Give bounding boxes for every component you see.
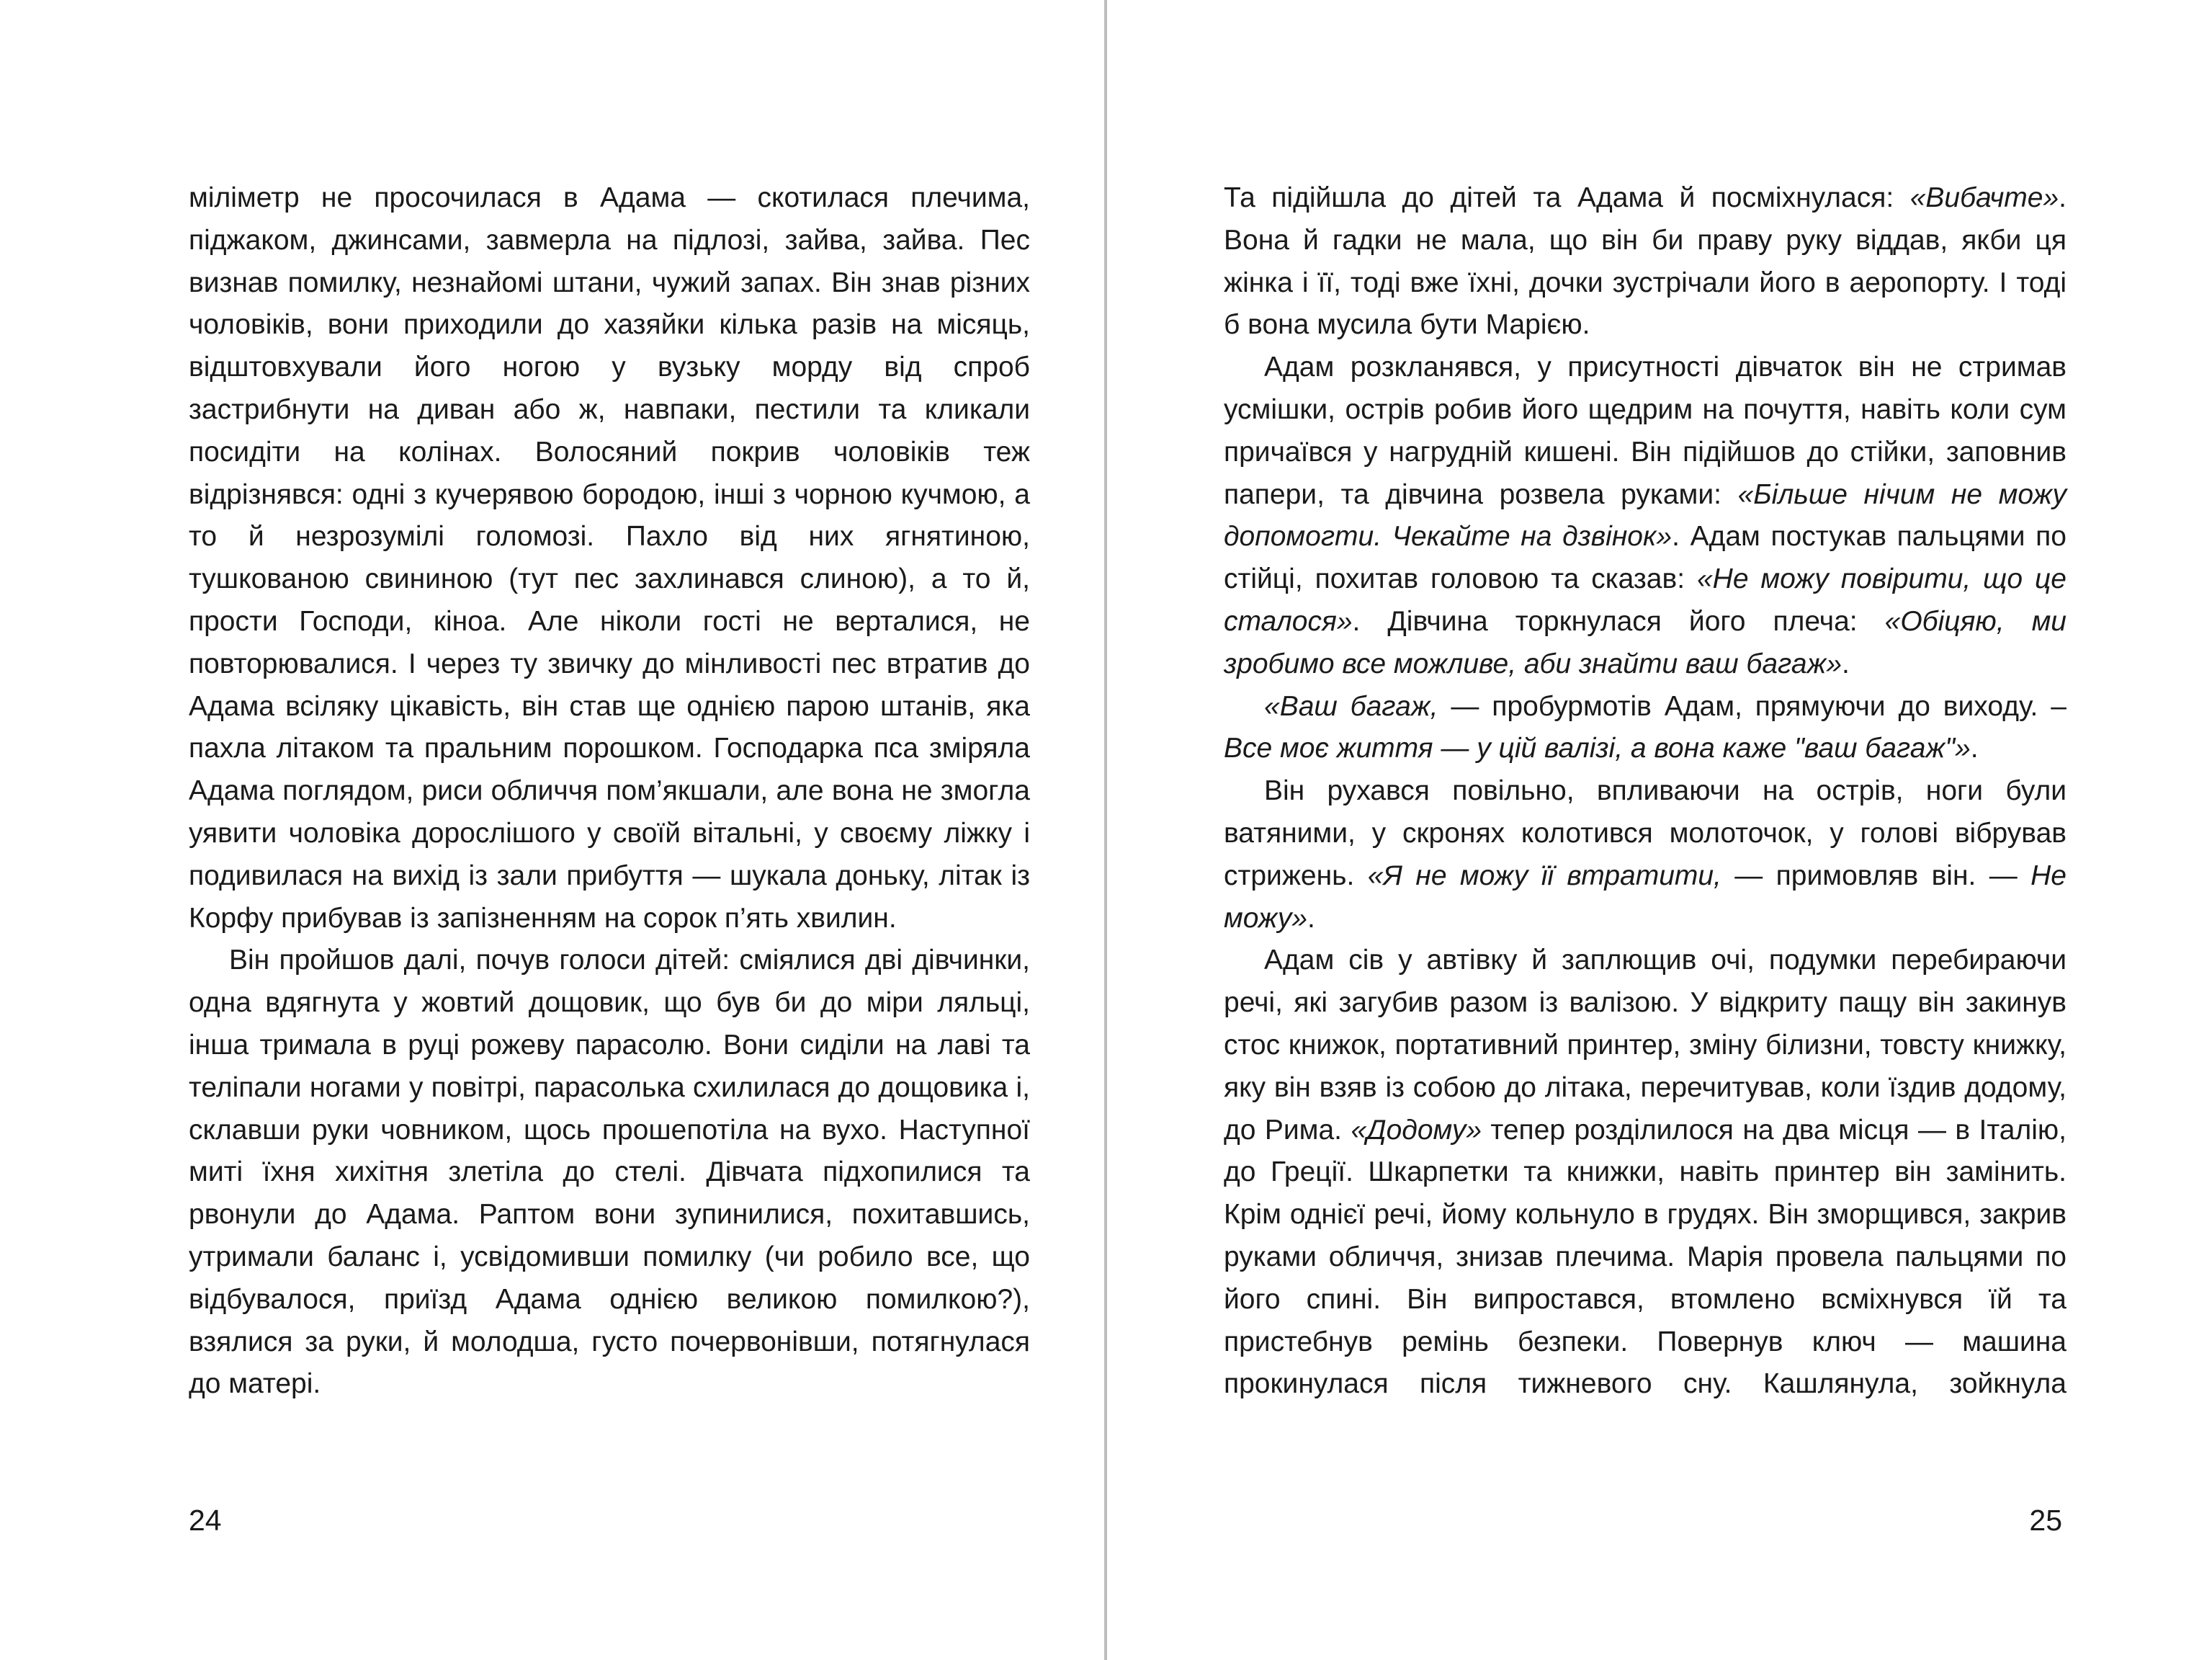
- paragraph: [1224, 177, 2067, 347]
- text-run: Та підійшла до дітей та Адама й посміхнулася:: [1224, 182, 1910, 213]
- italic-run: «Обіцяю, ми зробимо все можливе, аби знайти ваш багаж»: [1224, 605, 2067, 679]
- text-run: Адам розкланявся, у присутності дівчаток він не стримав усмішки, острів робив його щедрим на почуття, навіть коли сум причаївся у нагрудній кишені. Він підійшов до стійки, заповнив папери, та дівчина розвела руками:: [1224, 352, 2067, 510]
- italic-run: «Ваш багаж,: [1264, 690, 1438, 722]
- paragraph: [1224, 770, 2067, 940]
- right-page: [1106, 0, 2212, 1660]
- text-run: .: [1842, 648, 1850, 679]
- italic-run: Все моє життя — у цій валізі, а вона каже "ваш багаж"»: [1224, 733, 1971, 764]
- left-page-body: [189, 177, 1030, 1406]
- paragraph: міліметр не просочилася в Адама — скотилася плечима, піджаком, джинсами, завмерла на підлозі, зайва, зайва. Пес визнав помилку, незнайомі штани, чужий запах. Він знав різних чоловіків, вони приходили до хазяйки кілька разів на місяць, відштовхували його ногою у вузьку морду від спроб застрибнути на диван або ж, навпаки, пестили та кликали посидіти на колінах. Волосяний покрив чоловіків теж відрізнявся: одні з кучерявою бородою, інші з чорною кучмою, а то й незрозумілі голомозі. Пахло від них ягнятиною, тушкованою свининою (тут пес захлинався слиною), а то й, прости Господи, кіноа. Але ніколи гості не верталися, не повторювалися. І через ту звичку до мінливості пес втратив до Адама всіляку цікавість, він став ще однією парою штанів, яка пахла літаком та пральним порошком. Господарка пса зміряла Адама поглядом, риси обличчя пом’якшали, але вона не змогла уявити чоловіка дорослішого у своїй вітальні, у своєму ліжку і подивилася на вихід із зали прибуття — шукала доньку, літак із Корфу прибував із запізненням на сорок п’ять хвилин.: [189, 182, 1030, 934]
- italic-run: Не можу»: [1224, 860, 2067, 934]
- paragraph: [1224, 686, 2067, 771]
- text-run: .: [1307, 902, 1315, 934]
- right-page-body: [1224, 177, 2067, 1406]
- paragraph: Він пройшов далі, почув голоси дітей: сміялися дві дівчинки, одна вдягнута у жовтий дощовик, що був би до міри ляльці, інша тримала в руці рожеву парасолю. Вони сиділи на лаві та теліпали ногами у повітрі, парасолька схилилася до дощовика і, склавши руки човником, щось прошепотіла на вухо. Наступної миті їхня хихітня злетіла до стелі. Дівчата підхопилися та рвонули до Адама. Раптом вони зупинилися, похитавшись, утримали баланс і, усвідомивши помилку (чи робило все, що відбувалося, приїзд Адама однією великою помилкою?), взялися за руки, й молодша, густо почервонівши, потягнулася до матері.: [189, 945, 1030, 1400]
- text-run: — пробурмотів Адам, прямуючи до виходу. –: [1438, 690, 2067, 722]
- text-run: Він рухався повільно, впливаючи на острів, ноги були ватяними, у скронях колотився молоточок, у голові вібрував стрижень.: [1224, 775, 2067, 891]
- text-run: .: [1970, 733, 1979, 764]
- text-run: тепер розділилося на два місця — в Італію, до Греції. Шкарпетки та книжки, навіть принтер він замінить. Крім однієї речі, йому кольнуло в грудях. Він зморщився, закрив руками обличчя, знизав плечима. Марія провела пальцями по його спині. Він випростався, втомлено всміхнувся їй та пристебнув ремінь безпеки. Повернув ключ — машина прокинулася після тижневого сну. Кашлянула, зойкнула: [1224, 1114, 2067, 1400]
- text-run: — примовляв він. —: [1721, 860, 2031, 891]
- page-number-right: 25: [2029, 1504, 2062, 1537]
- paragraph: [1224, 940, 2067, 1406]
- italic-run: «Додому»: [1351, 1114, 1482, 1146]
- text-run: . Вона й гадки не мала, що він би праву руку віддав, якби ця жінка і її, тоді вже їхні, дочки зустрічали його в аеропорту. І тоді б вона мусила бути Марією.: [1224, 182, 2067, 341]
- text-run: . Дівчина торкнулася його плеча:: [1352, 605, 1885, 637]
- italic-run: «Більше нічим не можу допомогти. Чекайте на дзвінок»: [1224, 478, 2067, 553]
- paragraph: [1224, 347, 2067, 685]
- italic-run: «Вибачте»: [1909, 182, 2059, 213]
- text-run: Адам сів у автівку й заплющив очі, подумки перебираючи речі, які загубив разом із валізою. У відкриту пащу він закинув стос книжок, портативний принтер, зміну білизни, товсту книжку, яку він взяв із собою до літака, перечитував, коли їздив додому, до Рима.: [1224, 945, 2067, 1146]
- page-number-left: 24: [189, 1504, 222, 1537]
- italic-run: «Я не можу її втратити,: [1367, 860, 1721, 891]
- italic-run: «Не можу повірити, що це сталося»: [1224, 563, 2067, 637]
- text-run: . Адам постукав пальцями по стійці, похитав головою та сказав:: [1224, 521, 2067, 595]
